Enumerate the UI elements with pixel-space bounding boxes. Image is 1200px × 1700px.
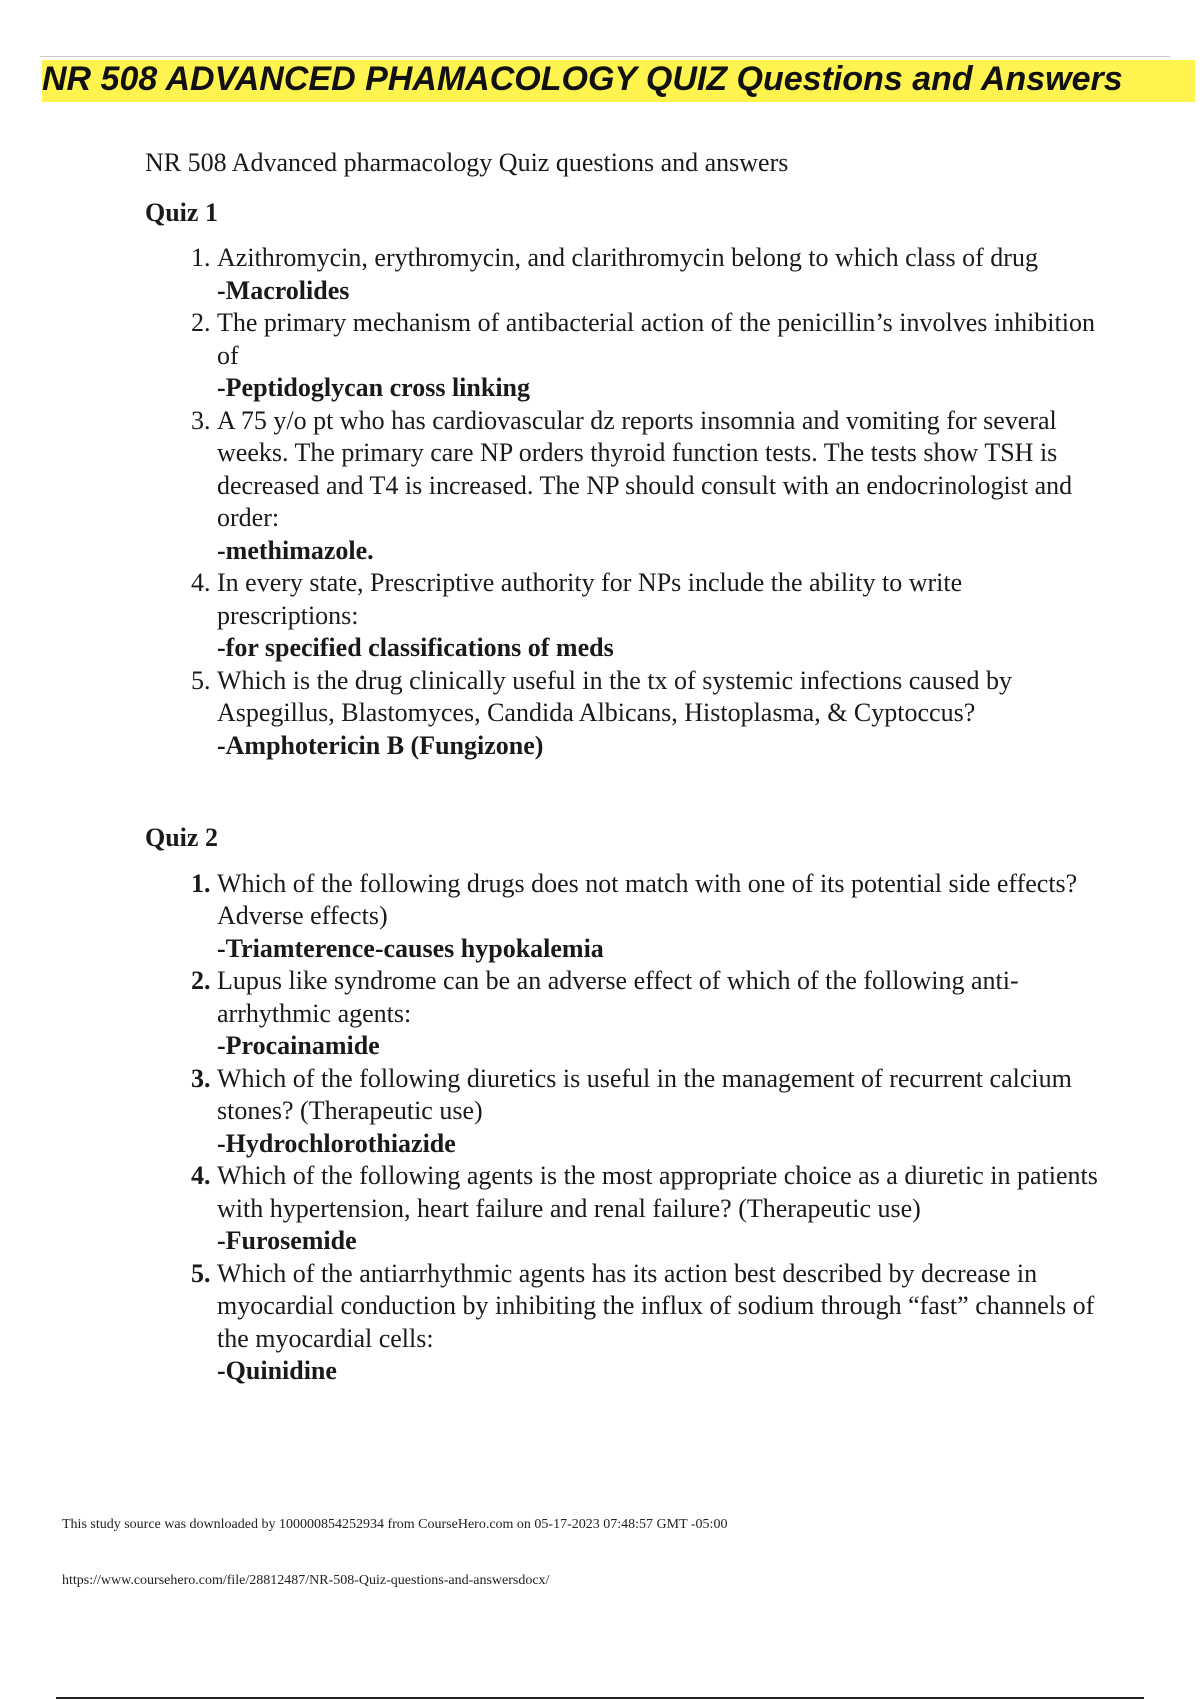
question-text: Azithromycin, erythromycin, and clarithromycin belong to which class of drug <box>217 243 1038 272</box>
quiz-2-item-3 <box>217 1063 1105 1161</box>
quiz-2-item-1 <box>217 868 1105 966</box>
question-text: Which of the following agents is the most appropriate choice as a diuretic in patients with hypertension, heart failure and renal failure? (Therapeutic use) <box>217 1161 1098 1223</box>
question-text: Which of the antiarrhythmic agents has its action best described by decrease in myocardial conduction by inhibiting the influx of sodium through “fast” channels of the myocardial cells: <box>217 1258 1095 1353</box>
quiz-1-item-3 <box>217 405 1105 568</box>
answer-text: -methimazole. <box>217 535 374 565</box>
question-text: A 75 y/o pt who has cardiovascular dz reports insomnia and vomiting for several weeks. The primary care NP orders thyroid function tests. The tests show TSH is decreased and T4 is increased. The NP should consult with an endocrinologist and order: <box>217 405 1073 532</box>
quiz-2-heading: Quiz 2 <box>145 823 218 852</box>
question-text: Which is the drug clinically useful in the tx of systemic infections caused by Aspegillus, Blastomyces, Candida Albicans, Histoplasma, & Cyptoccus? <box>217 665 1012 727</box>
source-url[interactable]: https://www.coursehero.com/file/28812487/NR-508-Quiz-questions-and-answersdocx/ <box>62 1573 550 1588</box>
quiz-1-heading: Quiz 1 <box>145 197 218 227</box>
answer-text: -Amphotericin B (Fungizone) <box>217 730 544 760</box>
answer-text: -Triamterence-causes hypokalemia <box>217 933 604 963</box>
question-text: The primary mechanism of antibacterial action of the penicillin’s involves inhibition of <box>217 308 1095 370</box>
document-body <box>145 140 1105 1388</box>
quiz-1-list <box>145 242 1105 762</box>
answer-text: -Macrolides <box>217 275 350 305</box>
question-text: Which of the following drugs does not match with one of its potential side effects? Adverse effects) <box>217 868 1078 930</box>
answer-text: -for specified classifications of meds <box>217 633 614 662</box>
quiz-2-item-4 <box>217 1160 1105 1258</box>
quiz-1-item-5 <box>217 665 1105 763</box>
quiz-1-item-4 <box>217 567 1105 665</box>
download-source-note: This study source was downloaded by 100000854252934 from CourseHero.com on 05-17-2023 07:48:57 GMT -05:00 <box>62 1517 728 1532</box>
bottom-rule <box>56 1697 1144 1699</box>
document-subtitle: NR 508 Advanced pharmacology Quiz questions and answers <box>145 148 789 177</box>
answer-text: -Peptidoglycan cross linking <box>217 373 531 402</box>
top-rule <box>40 56 1170 57</box>
quiz-1-item-2 <box>217 307 1105 405</box>
quiz-2-item-2 <box>217 965 1105 1063</box>
quiz-2-item-5 <box>217 1258 1105 1388</box>
answer-text: -Procainamide <box>217 1031 380 1060</box>
quiz-1-item-1 <box>217 242 1105 307</box>
question-text: Lupus like syndrome can be an adverse effect of which of the following anti-arrhythmic agents: <box>217 966 1019 1028</box>
document-title: NR 508 ADVANCED PHAMACOLOGY QUIZ Questions and Answers <box>42 60 1123 98</box>
answer-text: -Furosemide <box>217 1226 357 1255</box>
quiz-2-list <box>145 868 1105 1388</box>
answer-text: -Quinidine <box>217 1356 337 1385</box>
question-text: In every state, Prescriptive authority for NPs include the ability to write prescriptions: <box>217 568 963 630</box>
answer-text: -Hydrochlorothiazide <box>217 1128 456 1158</box>
question-text: Which of the following diuretics is useful in the management of recurrent calcium stones? (Therapeutic use) <box>217 1063 1072 1125</box>
